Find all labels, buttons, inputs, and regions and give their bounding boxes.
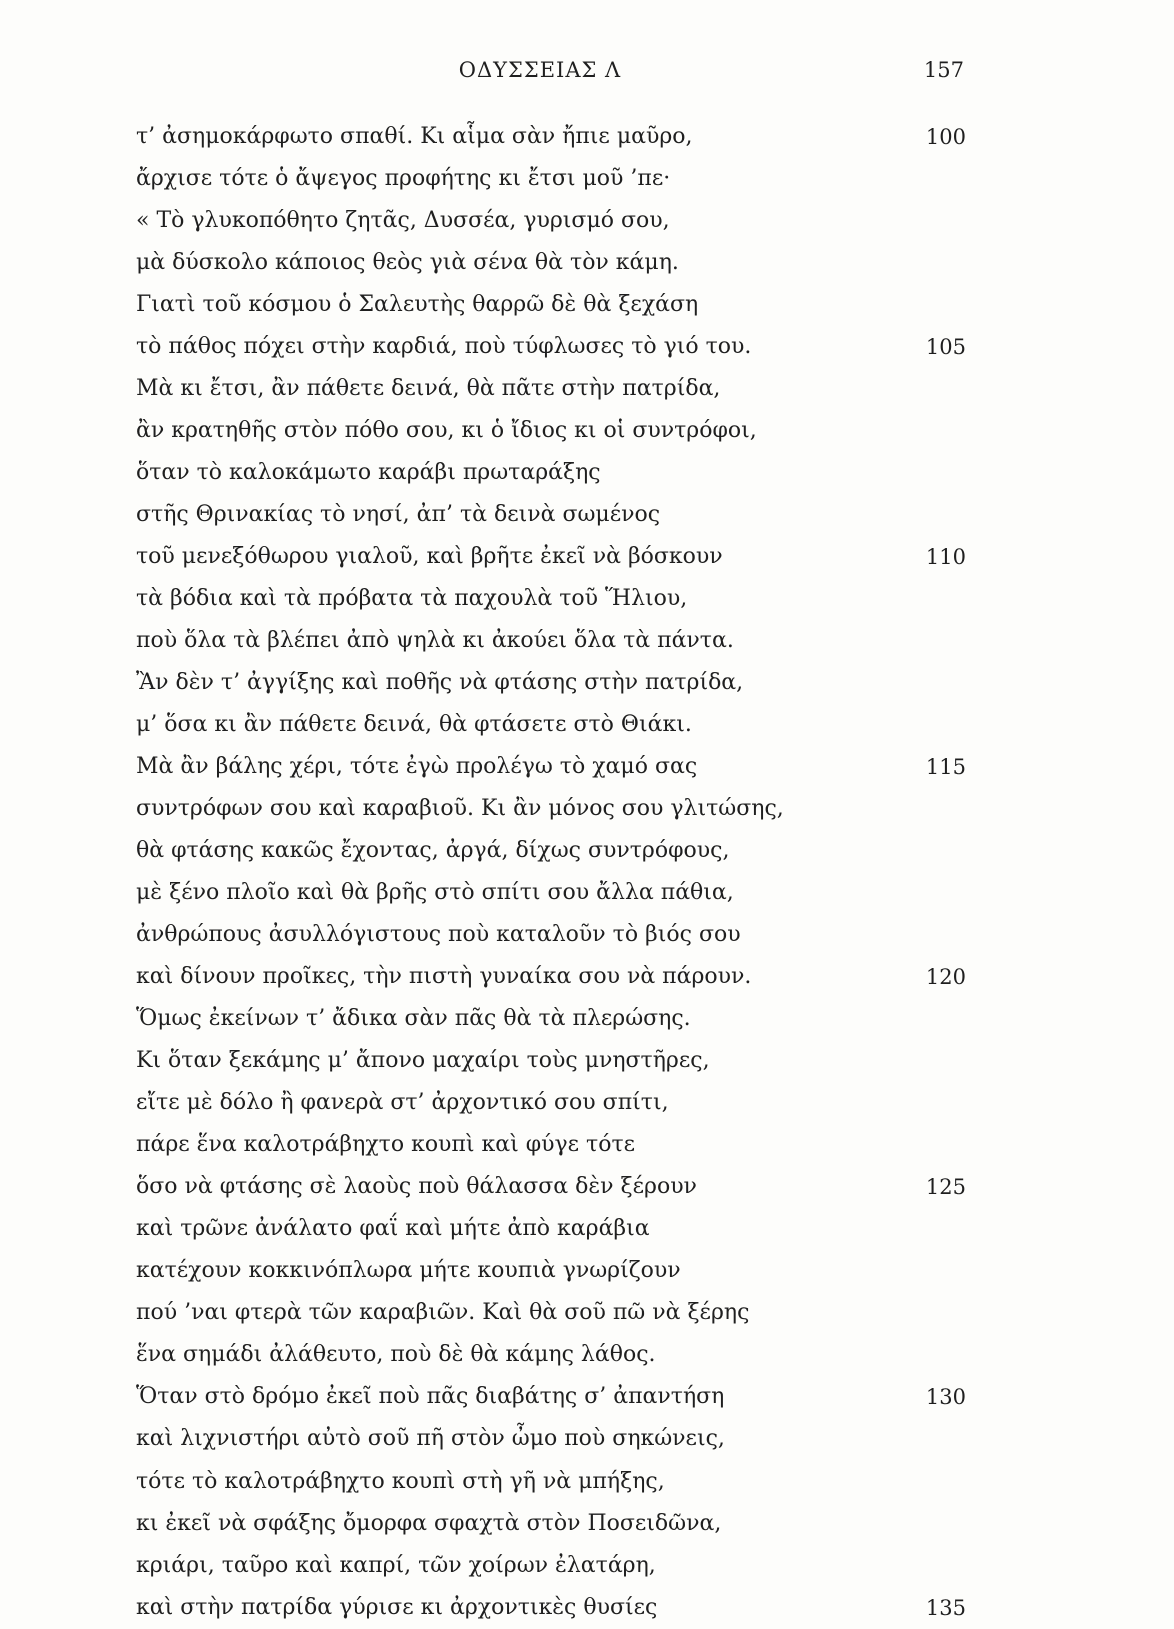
verse-line <box>136 200 966 242</box>
verse-text: ἂν κρατηθῆς στὸν πόθο σου, κι ὁ ἴδιος κι οἱ συντρόφοι, <box>136 418 757 444</box>
verse-text: τὸ πάθος πόχει στὴν καρδιά, ποὺ τύφλωσες τὸ γιό του. <box>136 334 752 360</box>
verse-line <box>136 1545 966 1587</box>
verse-line <box>136 410 966 452</box>
verse-text: κι ἐκεῖ νὰ σφάξης ὄμορφα σφαχτὰ στὸν Ποσειδῶνα, <box>136 1510 722 1536</box>
verse-line <box>136 1040 966 1082</box>
verse-line <box>136 242 966 284</box>
verse-line <box>136 914 966 956</box>
verse-line <box>136 284 966 326</box>
verse-text: τὰ βόδια καὶ τὰ πρόβατα τὰ παχουλὰ τοῦ Ἥλιου, <box>136 586 688 612</box>
verse-text: τ’ ἀσημοκάρφωτο σπαθί. Κι αἷμα σὰν ἤπιε μαῦρο, <box>136 124 693 149</box>
verse-text: μὲ ξένο πλοῖο καὶ θὰ βρῆς στὸ σπίτι σου ἄλλα πάθια, <box>136 880 734 906</box>
verse-line <box>136 1376 966 1418</box>
verse-text: καὶ δίνουν προῖκες, τὴν πιστὴ γυναίκα σου νὰ πάρουν. <box>136 964 752 990</box>
verse-line <box>136 830 966 872</box>
verse-text: ἕνα σημάδι ἀλάθευτο, ποὺ δὲ θὰ κάμης λάθος. <box>136 1342 656 1368</box>
verse-text: κατέχουν κοκκινόπλωρα μήτε κουπιὰ γνωρίζουν <box>136 1258 681 1284</box>
verse-block <box>136 116 966 1629</box>
running-head <box>0 58 1174 88</box>
verse-text: Κι ὅταν ξεκάμης μ’ ἄπονο μαχαίρι τοὺς μνηστῆρες, <box>136 1048 710 1074</box>
verse-line <box>136 1250 966 1292</box>
verse-text: τοῦ μενεξόθωρου γιαλοῦ, καὶ βρῆτε ἐκεῖ νὰ βόσκουν <box>136 544 723 570</box>
verse-text: Μὰ ἂν βάλης χέρι, τότε ἐγὼ προλέγω τὸ χαμό σας <box>136 754 698 780</box>
verse-text: στῆς Θρινακίας τὸ νησί, ἀπ’ τὰ δεινὰ σωμένος <box>136 502 661 528</box>
line-number: 120 <box>925 965 966 990</box>
verse-line <box>136 452 966 494</box>
verse-line <box>136 1503 966 1545</box>
verse-line <box>136 1461 966 1503</box>
verse-line <box>136 1124 966 1166</box>
verse-text: « Τὸ γλυκοπόθητο ζητᾶς, Δυσσέα, γυρισμό σου, <box>136 208 670 234</box>
verse-text: κριάρι, ταῦρο καὶ καπρί, τῶν χοίρων ἐλατάρη, <box>136 1552 656 1578</box>
verse-line <box>136 956 966 998</box>
line-number: 130 <box>925 1385 966 1410</box>
verse-text: Ὅμως ἐκείνων τ’ ἄδικα σὰν πᾶς θὰ τὰ πλερώσης. <box>136 1006 691 1032</box>
verse-text: ποὺ ὅλα τὰ βλέπει ἀπὸ ψηλὰ κι ἀκούει ὅλα τὰ πάντα. <box>136 628 734 654</box>
verse-line <box>136 872 966 914</box>
verse-text: πάρε ἕνα καλοτράβηχτο κουπὶ καὶ φύγε τότε <box>136 1132 636 1158</box>
verse-line <box>136 116 966 158</box>
line-number: 110 <box>925 545 966 570</box>
verse-text: ἄρχισε τότε ὁ ἄψεγος προφήτης κι ἔτσι μοῦ ’πε· <box>136 166 671 192</box>
verse-line <box>136 368 966 410</box>
verse-line <box>136 494 966 536</box>
verse-line <box>136 158 966 200</box>
verse-text: Ὅταν στὸ δρόμο ἐκεῖ ποὺ πᾶς διαβάτης σ’ ἀπαντήση <box>136 1384 725 1410</box>
verse-line <box>136 998 966 1040</box>
verse-text: πού ’ναι φτερὰ τῶν καραβιῶν. Καὶ θὰ σοῦ πῶ νὰ ξέρης <box>136 1300 750 1326</box>
verse-text: μ’ ὅσα κι ἂν πάθετε δεινά, θὰ φτάσετε στὸ Θιάκι. <box>136 712 692 738</box>
verse-text: καὶ λιχνιστήρι αὐτὸ σοῦ πῆ στὸν ὦμο ποὺ σηκώνεις, <box>136 1426 725 1452</box>
verse-text: Γιατὶ τοῦ κόσμου ὁ Σαλευτὴς θαρρῶ δὲ θὰ ξεχάση <box>136 292 699 318</box>
verse-text: συντρόφων σου καὶ καραβιοῦ. Κι ἂν μόνος σου γλιτώσης, <box>136 796 784 822</box>
verse-line <box>136 1208 966 1250</box>
verse-text: ὅσο νὰ φτάσης σὲ λαοὺς ποὺ θάλασσα δὲν ξέρουν <box>136 1174 697 1200</box>
verse-line <box>136 1418 966 1460</box>
line-number: 105 <box>925 335 966 360</box>
verse-line <box>136 704 966 746</box>
verse-line <box>136 578 966 620</box>
verse-line <box>136 326 966 368</box>
verse-text: Ἂν δὲν τ’ ἀγγίξης καὶ ποθῆς νὰ φτάσης στὴν πατρίδα, <box>136 670 744 696</box>
running-title: ΟΔΥΣΣΕΙΑΣ Λ <box>458 58 622 82</box>
verse-line <box>136 1082 966 1124</box>
verse-text: καὶ τρῶνε ἀνάλατο φαΐ καὶ μήτε ἀπὸ καράβια <box>136 1216 650 1242</box>
verse-text: θὰ φτάσης κακῶς ἔχοντας, ἀργά, δίχως συντρόφους, <box>136 838 730 864</box>
verse-text: ἀνθρώπους ἀσυλλόγιστους ποὺ καταλοῦν τὸ βιός σου <box>136 922 741 948</box>
verse-line <box>136 746 966 788</box>
verse-line <box>136 1292 966 1334</box>
line-number: 100 <box>925 125 966 149</box>
verse-text: ὅταν τὸ καλοκάμωτο καράβι πρωταράξης <box>136 460 601 486</box>
page-number: 157 <box>923 58 964 82</box>
verse-text: εἴτε μὲ δόλο ἢ φανερὰ στ’ ἀρχοντικό σου σπίτι, <box>136 1090 669 1116</box>
verse-line <box>136 1166 966 1208</box>
verse-line <box>136 662 966 704</box>
verse-line <box>136 1587 966 1629</box>
line-number: 115 <box>925 755 966 780</box>
verse-line <box>136 788 966 830</box>
verse-text: μὰ δύσκολο κάποιος θεὸς γιὰ σένα θὰ τὸν κάμη. <box>136 250 679 276</box>
verse-text: Μὰ κι ἔτσι, ἂν πάθετε δεινά, θὰ πᾶτε στὴν πατρίδα, <box>136 376 721 402</box>
line-number: 135 <box>925 1595 966 1620</box>
verse-line <box>136 536 966 578</box>
verse-line <box>136 1334 966 1376</box>
verse-text: τότε τὸ καλοτράβηχτο κουπὶ στὴ γῆ νὰ μπήξης, <box>136 1468 665 1494</box>
verse-line <box>136 620 966 662</box>
verse-text: καὶ στὴν πατρίδα γύρισε κι ἀρχοντικὲς θυσίες <box>136 1594 658 1620</box>
line-number: 125 <box>925 1175 966 1200</box>
